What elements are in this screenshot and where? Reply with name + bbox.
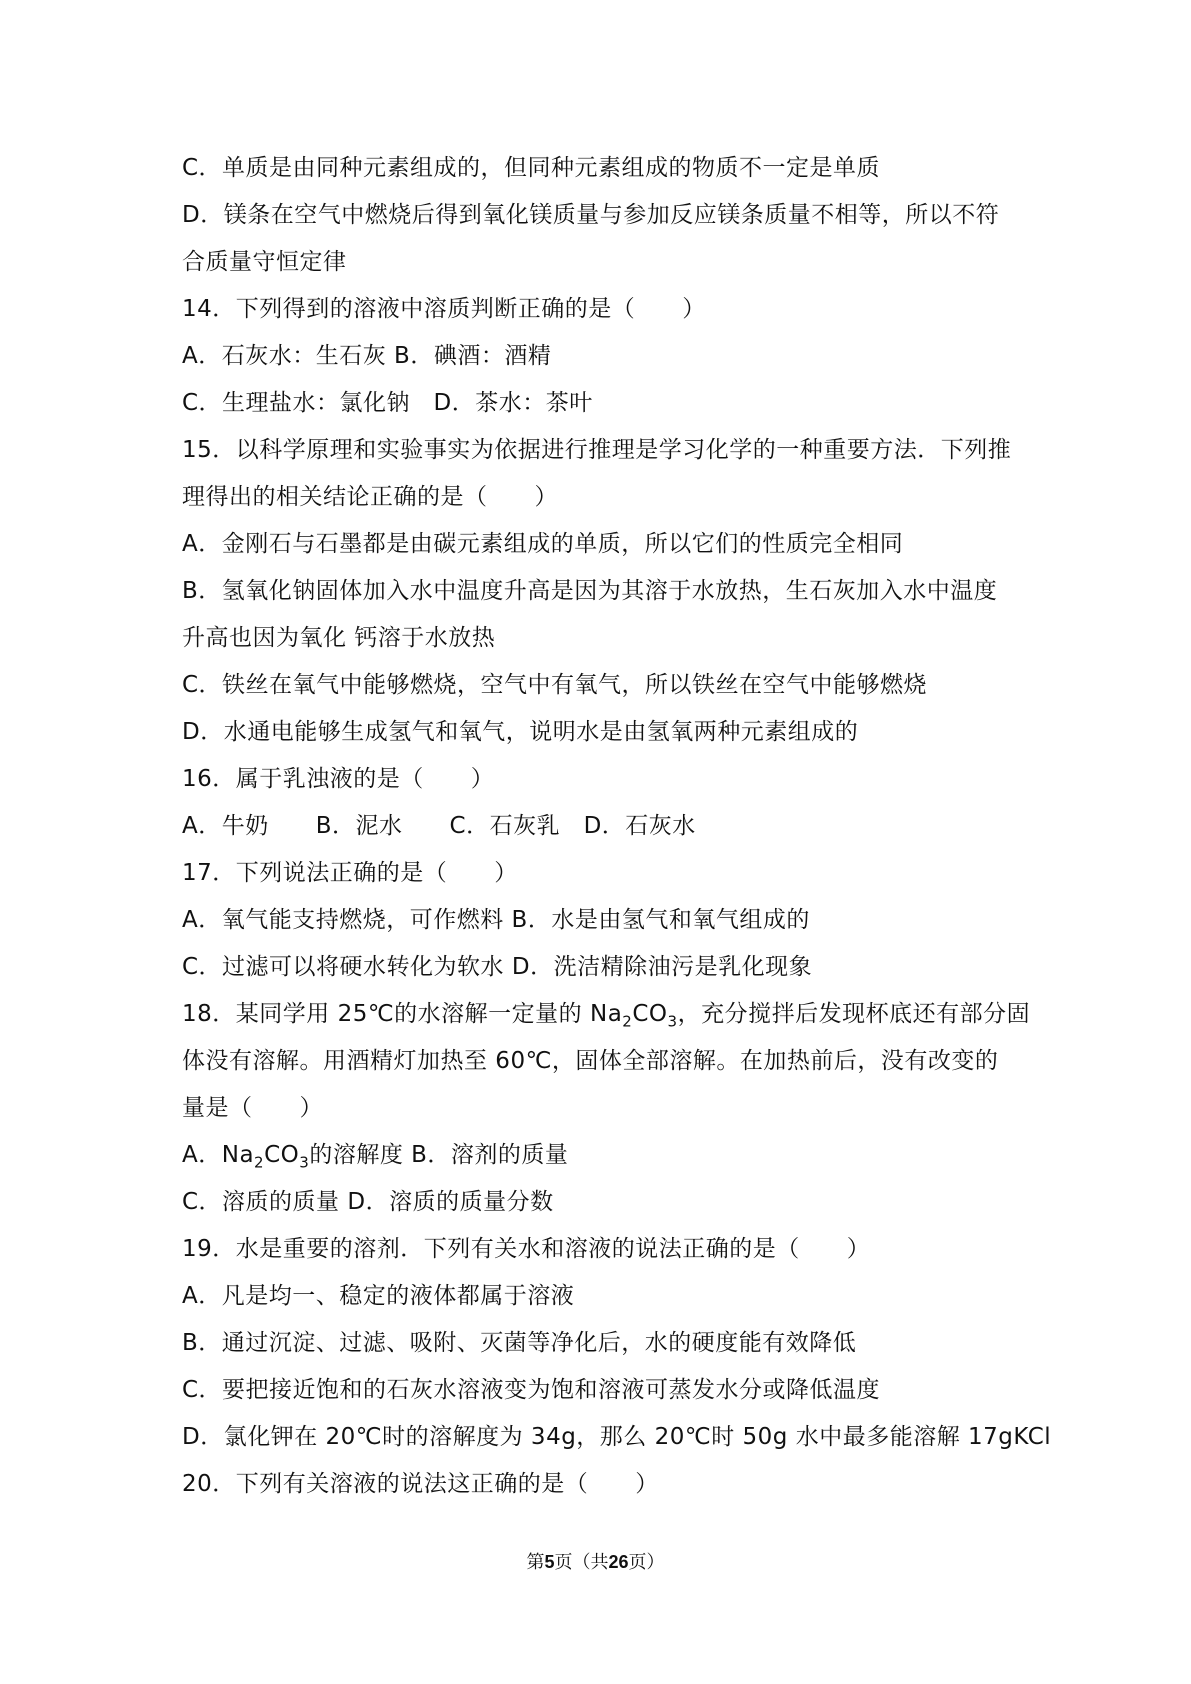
text-run: ，充分搅拌后发现杯底还有部分固 xyxy=(677,1001,1031,1027)
question-17: 17．下列说法正确的是（ ） xyxy=(182,860,518,886)
option-line: A．石灰水：生石灰 B．碘酒：酒精 xyxy=(182,343,552,369)
subscript: 2 xyxy=(622,1012,633,1031)
footer-text: 第 xyxy=(526,1552,545,1573)
text-run: 的溶解度 B．溶剂的质量 xyxy=(309,1142,569,1168)
question-14: 14．下列得到的溶液中溶质判断正确的是（ ） xyxy=(182,296,706,322)
text-line: 量是（ ） xyxy=(182,1095,323,1121)
question-20: 20．下列有关溶液的说法这正确的是（ ） xyxy=(182,1471,659,1497)
option-line: C．溶质的质量 D．溶质的质量分数 xyxy=(182,1189,554,1215)
option-line: A．牛奶 B．泥水 C．石灰乳 D．石灰水 xyxy=(182,813,696,839)
page-footer xyxy=(0,1548,1191,1574)
option-line: A．金刚石与石墨都是由碳元素组成的单质，所以它们的性质完全相同 xyxy=(182,531,904,557)
text-line: 理得出的相关结论正确的是（ ） xyxy=(182,484,558,510)
question-15: 15．以科学原理和实验事实为依据进行推理是学习化学的一种重要方法．下列推 xyxy=(182,437,1012,463)
text-line: 升高也因为氧化 钙溶于水放热 xyxy=(182,625,496,651)
option-line: D．水通电能够生成氢气和氧气，说明水是由氢氧两种元素组成的 xyxy=(182,719,859,745)
option-line: C．生理盐水：氯化钠 D．茶水：茶叶 xyxy=(182,390,593,416)
subscript: 3 xyxy=(667,1012,678,1031)
option-line xyxy=(182,1132,1022,1179)
text-run: A．Na xyxy=(182,1142,255,1168)
question-text xyxy=(182,145,1052,1508)
text-line: C．单质是由同种元素组成的，但同种元素组成的物质不一定是单质 xyxy=(182,155,881,181)
option-line: A．氧气能支持燃烧，可作燃料 B．水是由氢气和氧气组成的 xyxy=(182,907,810,933)
option-line: C．铁丝在氧气中能够燃烧，空气中有氧气，所以铁丝在空气中能够燃烧 xyxy=(182,672,928,698)
text-run: CO xyxy=(264,1142,300,1168)
footer-text: 页（共 xyxy=(554,1552,609,1573)
total-pages: 26 xyxy=(608,1552,629,1572)
text-line: D．镁条在空气中燃烧后得到氧化镁质量与参加反应镁条质量不相等，所以不符 xyxy=(182,202,1000,228)
option-line: D．氯化钾在 20℃时的溶解度为 34g，那么 20℃时 50g 水中最多能溶解 17gKCl xyxy=(182,1424,1052,1450)
subscript: 2 xyxy=(254,1153,265,1172)
text-run: 18．某同学用 25℃的水溶解一定量的 Na xyxy=(182,1001,623,1027)
option-line: B．通过沉淀、过滤、吸附、灭菌等净化后，水的硬度能有效降低 xyxy=(182,1330,857,1356)
subscript: 3 xyxy=(299,1153,310,1172)
question-19: 19．水是重要的溶剂．下列有关水和溶液的说法正确的是（ ） xyxy=(182,1236,871,1262)
page-number: 5 xyxy=(544,1552,555,1572)
question-16: 16．属于乳浊液的是（ ） xyxy=(182,766,495,792)
option-line: C．要把接近饱和的石灰水溶液变为饱和溶液可蒸发水分或降低温度 xyxy=(182,1377,881,1403)
text-line: 体没有溶解。用酒精灯加热至 60℃，固体全部溶解。在加热前后，没有改变的 xyxy=(182,1048,999,1074)
footer-text: 页） xyxy=(628,1552,665,1573)
option-line: C．过滤可以将硬水转化为软水 D．洗洁精除油污是乳化现象 xyxy=(182,954,813,980)
option-line: A．凡是均一、稳定的液体都属于溶液 xyxy=(182,1283,575,1309)
option-line: B．氢氧化钠固体加入水中温度升高是因为其溶于水放热，生石灰加入水中温度 xyxy=(182,578,998,604)
question-18 xyxy=(182,991,1031,1038)
text-run: CO xyxy=(632,1001,668,1027)
text-line: 合质量守恒定律 xyxy=(182,249,347,275)
